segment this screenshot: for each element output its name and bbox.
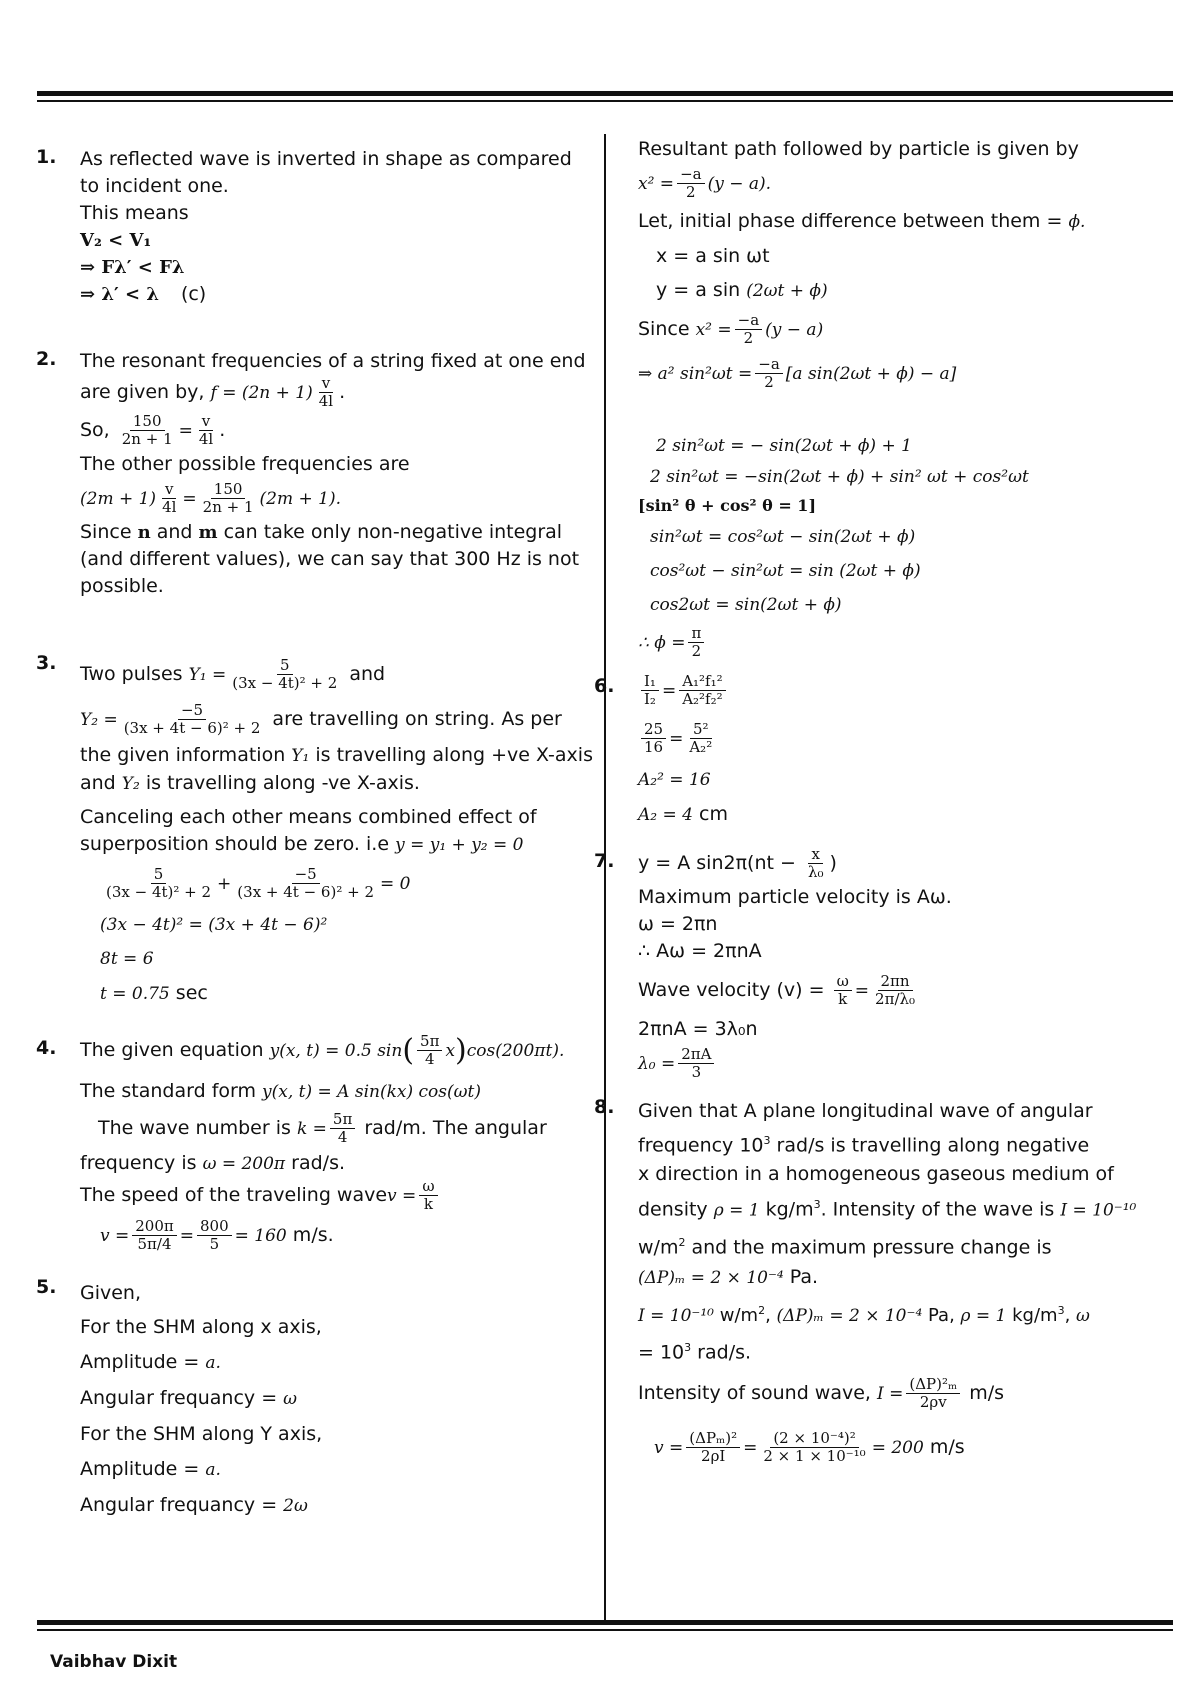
text-line: (and different values), we can say that 300 Hz is not <box>80 548 580 570</box>
equation-line <box>80 281 576 308</box>
question-8 <box>594 1096 1183 1474</box>
math: I = 10⁻¹⁰ <box>638 1305 715 1326</box>
numerator: v <box>162 481 176 499</box>
text: and <box>150 521 199 543</box>
left-column <box>36 140 593 1524</box>
text-line: possible. <box>80 575 164 597</box>
math: = <box>182 489 197 509</box>
denominator: 4l <box>162 498 177 516</box>
math: (y − a). <box>707 174 772 194</box>
text: frequency 10 <box>638 1134 764 1157</box>
denominator: 4l <box>198 430 214 448</box>
denominator: λ₀ <box>807 863 824 881</box>
text-line <box>638 1293 1183 1334</box>
fraction <box>159 481 179 516</box>
text-line <box>80 519 576 546</box>
denominator: 16 <box>644 738 664 756</box>
math: f = (2n + 1) <box>210 383 313 403</box>
text-line <box>80 1025 576 1076</box>
text-line: Given, <box>80 1282 142 1304</box>
question-3 <box>36 652 593 1011</box>
text-line <box>80 770 576 798</box>
text: cm <box>692 803 728 825</box>
text: The speed of the traveling wave <box>80 1184 388 1206</box>
text-line <box>638 1188 1183 1227</box>
fraction <box>417 1033 442 1068</box>
text: Angular frequancy = <box>80 1387 284 1409</box>
numerator: x <box>808 846 822 864</box>
superscript: 2 <box>758 1303 766 1317</box>
math: t = 0.75 <box>100 984 170 1004</box>
math: ρ = 1 <box>713 1200 760 1221</box>
question-6 <box>594 667 1183 832</box>
text: are given by, <box>80 381 211 403</box>
math: ∴ ϕ = <box>638 633 686 653</box>
denominator: (3x − 4t)² + 2 <box>232 674 338 692</box>
math: = 200 <box>871 1438 924 1459</box>
math: I = 10⁻¹⁰ <box>1060 1200 1137 1221</box>
equation-line <box>638 842 1183 884</box>
numerator: v <box>319 375 333 393</box>
text-line: are given by, f = (2n + 1) $\frac{v}{4l}$ . <box>80 374 346 410</box>
denominator: I₂ <box>644 690 656 708</box>
text-line <box>80 697 576 742</box>
equation-line <box>638 308 1183 351</box>
math: = <box>661 681 677 701</box>
text: ) <box>829 852 837 874</box>
text-line: Given that A plane longitudinal wave of angular <box>638 1100 1093 1122</box>
question-5-continued <box>638 136 1183 663</box>
text: = 10 <box>638 1341 685 1364</box>
denominator: k <box>423 1195 433 1213</box>
math: ϕ. <box>1068 212 1086 232</box>
math: [a sin(2ωt + ϕ) − a] <box>785 364 957 384</box>
text: is travelling along -ve X-axis. <box>139 772 420 794</box>
numerator: 150 <box>211 481 246 499</box>
text-line <box>80 1150 576 1178</box>
bottom-border-thick <box>37 1620 1173 1625</box>
equation-line <box>638 1421 1183 1474</box>
text-line <box>80 1107 576 1150</box>
equation-line <box>638 667 1183 714</box>
denominator: 4 <box>337 1128 348 1146</box>
question-4 <box>36 1025 576 1258</box>
denominator: 2 <box>686 183 696 201</box>
fraction <box>686 721 715 756</box>
denominator: A₂² <box>689 738 713 756</box>
text: w/m <box>638 1235 679 1258</box>
numerator: 2πA <box>678 1046 714 1064</box>
denominator: 2n + 1 <box>202 498 254 516</box>
math: v = <box>654 1438 684 1459</box>
text: rad/s. <box>691 1341 752 1364</box>
denominator: 4l <box>318 392 334 410</box>
numerator: −a <box>735 312 763 330</box>
fraction <box>196 413 216 448</box>
math: y(x, t) = 0.5 sin <box>269 1041 403 1061</box>
text: and the maximum pressure change is <box>685 1235 1052 1258</box>
denominator: 2π/λ₀ <box>875 990 916 1008</box>
fraction <box>677 166 705 201</box>
math: = <box>743 1438 758 1459</box>
question-number: 6. <box>594 675 615 697</box>
denominator: 2ρI <box>701 1447 726 1466</box>
text-line <box>80 1452 576 1488</box>
answer: (c) <box>180 283 207 305</box>
math: = <box>178 421 193 441</box>
fraction <box>686 1430 740 1465</box>
text-line <box>80 1178 576 1213</box>
fraction <box>316 375 336 410</box>
math: = <box>669 729 684 749</box>
math: Y₂ <box>121 774 140 794</box>
superscript: 3 <box>1057 1303 1065 1317</box>
text-line <box>80 1076 576 1107</box>
question-number: 1. <box>36 146 57 168</box>
question-number: 2. <box>36 348 57 370</box>
text: can take only non-negative integral <box>217 521 563 543</box>
math: = 0 <box>380 874 411 894</box>
text: Pa, <box>922 1304 961 1326</box>
numerator: (ΔPₘ)² <box>686 1430 740 1448</box>
denominator: A₂²f₂² <box>682 690 723 708</box>
text-line <box>80 1345 576 1381</box>
text-line <box>638 204 1183 239</box>
text: and <box>80 772 122 794</box>
text: The given equation <box>80 1039 270 1061</box>
denominator: 4 <box>424 1050 435 1068</box>
equation-line <box>638 351 1183 396</box>
superscript: 3 <box>684 1340 692 1354</box>
text-line <box>80 831 576 859</box>
equation: cos²ωt − sin²ωt = sin (2ωt + ϕ) <box>650 561 921 581</box>
text: w/m <box>714 1304 759 1326</box>
math: k = <box>296 1119 327 1139</box>
text: Amplitude = <box>80 1351 206 1373</box>
denominator: 2 <box>764 373 774 391</box>
text: Pa. <box>783 1265 819 1288</box>
equation-line <box>80 976 576 1011</box>
math: x² = <box>638 174 675 194</box>
text-line: ω = 2πn <box>638 913 718 935</box>
numerator: (ΔP)²ₘ <box>906 1376 960 1394</box>
numerator: I₁ <box>641 673 659 691</box>
text: Amplitude = <box>80 1458 206 1480</box>
text-line <box>638 1334 1183 1366</box>
fraction <box>906 1376 960 1411</box>
math: A₂ = 4 <box>638 805 693 825</box>
math: Y₁ <box>291 746 310 766</box>
question-5 <box>36 1276 576 1524</box>
fraction <box>755 356 783 391</box>
numerator: v <box>199 413 213 431</box>
text-line: The other possible frequencies are <box>80 453 410 475</box>
paren: ( <box>402 1032 415 1068</box>
denominator: k <box>838 990 848 1008</box>
math: n <box>137 522 151 543</box>
numerator: 5² <box>690 721 712 739</box>
numerator: 5 <box>151 866 167 884</box>
text: the given information <box>80 744 292 766</box>
text: Angular frequancy = <box>80 1494 284 1516</box>
question-number: 4. <box>36 1037 57 1059</box>
numerator: −a <box>755 356 783 374</box>
equation: V₂ < V₁ <box>80 230 152 251</box>
text: kg/m <box>1006 1304 1058 1326</box>
fraction <box>330 1111 355 1146</box>
fraction <box>234 866 377 901</box>
math: = 160 <box>234 1226 287 1246</box>
text-line <box>80 1488 576 1524</box>
superscript: 2 <box>678 1235 686 1249</box>
math: = <box>854 981 870 1001</box>
text-line: Maximum particle velocity is Aω. <box>638 886 952 908</box>
numerator: ω <box>419 1178 437 1196</box>
numerator: A₁²f₁² <box>679 673 725 691</box>
fraction <box>688 625 704 660</box>
question-number: 3. <box>36 652 57 674</box>
numerator: (2 × 10⁻⁴)² <box>770 1430 858 1448</box>
numerator: 5π <box>330 1111 355 1129</box>
text: rad/s is travelling along negative <box>770 1134 1090 1157</box>
math: (2ωt + ϕ) <box>746 281 828 301</box>
math: Y₁ = <box>188 665 227 685</box>
math: ⇒ a² sin²ωt = <box>638 364 753 384</box>
text-line: So, $\frac{150}{2n + 1}$ = $\frac{v}{4l}$ . <box>80 412 226 448</box>
text-line <box>638 1126 1183 1160</box>
equation-line <box>638 965 1183 1016</box>
math: a. <box>205 1353 221 1373</box>
text: superposition should be zero. i.e <box>80 833 396 855</box>
text: density <box>638 1198 714 1221</box>
text: rad/m. The angular <box>358 1117 547 1139</box>
equation: cos2ωt = sin(2ωt + ϕ) <box>650 595 842 615</box>
numerator: π <box>688 625 704 643</box>
denominator: 3 <box>691 1063 702 1081</box>
denominator: 2 <box>743 329 754 347</box>
denominator: 2 <box>691 642 702 660</box>
denominator: (3x + 4t − 6)² + 2 <box>237 883 374 901</box>
denominator: 2ρv <box>919 1393 947 1412</box>
equation: A₂² = 16 <box>638 770 711 790</box>
equation-line <box>638 163 1183 204</box>
text-line: Resultant path followed by particle is given by <box>638 138 1079 160</box>
math: v = <box>100 1226 130 1246</box>
numerator: −5 <box>292 866 320 884</box>
fraction <box>419 1178 437 1213</box>
math: (ΔP)ₘ = 2 × 10⁻⁴ <box>776 1305 923 1326</box>
math: ρ = 1 <box>960 1305 1007 1326</box>
top-border-thin <box>37 100 1173 102</box>
math: (2m + 1) <box>80 489 157 509</box>
numerator: 5 <box>277 657 293 675</box>
fraction <box>760 1430 868 1465</box>
fraction <box>229 657 340 692</box>
fraction <box>678 1046 714 1081</box>
equation-line <box>638 1043 1183 1084</box>
math: (2m + 1). <box>259 489 342 509</box>
text-line <box>638 1228 1183 1262</box>
text-line <box>80 1381 576 1417</box>
numerator: 2πn <box>878 973 913 991</box>
denominator: 2 × 1 × 10⁻¹⁰ <box>763 1447 866 1466</box>
bottom-border-thin <box>37 1629 1173 1631</box>
numerator: 200π <box>132 1218 177 1236</box>
question-7 <box>594 842 1183 1084</box>
right-column <box>594 136 1183 1474</box>
text: , <box>765 1304 777 1326</box>
math: cos(200πt). <box>466 1041 565 1061</box>
text: rad/s. <box>285 1152 346 1174</box>
text-line <box>638 273 1183 308</box>
question-number: 5. <box>36 1276 57 1298</box>
text: Intensity of sound wave, <box>638 1382 877 1405</box>
math: λ₀ = <box>638 1054 676 1074</box>
math: x <box>445 1041 456 1061</box>
superscript: 3 <box>763 1134 771 1147</box>
text-line: ∴ Aω = 2πnA <box>638 940 762 962</box>
denominator: (3x + 4t − 6)² + 2 <box>123 719 261 737</box>
fraction <box>805 846 827 881</box>
math: 2ω <box>283 1496 308 1516</box>
text: The standard form <box>80 1080 263 1102</box>
equation-line <box>638 622 1183 663</box>
text: , <box>1064 1304 1077 1326</box>
denominator: 5 <box>209 1235 220 1253</box>
math: ω <box>283 1389 298 1409</box>
fraction <box>679 673 725 708</box>
math: Y₂ = <box>80 710 118 730</box>
text-line: x direction in a homogeneous gaseous medium of <box>638 1163 1114 1186</box>
denominator: 2n + 1 <box>121 430 173 448</box>
text: Wave velocity (v) = <box>638 979 831 1001</box>
equation-line <box>80 859 576 908</box>
text-line: 2πnA = 3λ₀n <box>638 1018 758 1040</box>
math: y = y₁ + y₂ = 0 <box>395 835 524 855</box>
fraction <box>834 973 852 1008</box>
fraction <box>641 673 659 708</box>
paren: ) <box>455 1032 467 1068</box>
fraction <box>197 1218 232 1253</box>
text-line: For the SHM along x axis, <box>80 1316 322 1338</box>
text: frequency is <box>80 1152 203 1174</box>
fraction <box>132 1218 177 1253</box>
text-line <box>80 478 576 519</box>
denominator: (3x − 4t)² + 2 <box>106 883 212 901</box>
text: y = a sin <box>656 279 747 301</box>
fraction <box>872 973 918 1008</box>
text: m/s <box>923 1436 965 1459</box>
equation: 2 sin²ωt = −sin(2ωt + ϕ) + sin² ωt + cos²ωt <box>650 467 1029 487</box>
text-line <box>80 652 576 697</box>
text-line: As reflected wave is inverted in shape as compared <box>80 148 572 170</box>
numerator: −a <box>677 166 705 184</box>
text: So, <box>80 419 116 441</box>
text: y = A sin2π(nt − <box>638 852 802 874</box>
text: m/s. <box>286 1224 334 1246</box>
equation: 2 sin²ωt = − sin(2ωt + ϕ) + 1 <box>656 436 912 456</box>
math: a. <box>205 1460 221 1480</box>
text-line: x = a sin ωt <box>656 245 770 267</box>
text-line: The resonant frequencies of a string fixed at one end <box>80 350 586 372</box>
fraction <box>103 866 214 901</box>
numerator: 25 <box>641 721 666 739</box>
equation-line <box>638 714 1183 763</box>
top-border-thick <box>37 91 1173 96</box>
fraction <box>121 702 264 737</box>
equation: (3x − 4t)² = (3x + 4t − 6)² <box>100 915 328 935</box>
question-number: 8. <box>594 1096 615 1118</box>
text: The wave number is <box>98 1117 297 1139</box>
equation: [sin² θ + cos² θ = 1] <box>638 496 817 515</box>
text: Since <box>638 318 696 340</box>
math: ω <box>1076 1305 1090 1326</box>
question-number: 7. <box>594 850 615 872</box>
math: ω = 200π <box>202 1154 286 1174</box>
text: . Intensity of the wave is <box>820 1198 1061 1221</box>
text-line: For the SHM along Y axis, <box>80 1423 323 1445</box>
text: sec <box>169 982 208 1004</box>
equation: ⇒ λ′ < λ <box>80 284 159 305</box>
equation-line: v = $\frac{200\pi}{5\pi/4}$ = $\frac{800}{5}$ = 160 m/s. <box>100 1217 334 1253</box>
footer-author: Vaibhav Dixit <box>50 1652 178 1672</box>
text: kg/m <box>759 1198 814 1221</box>
question-2 <box>36 348 586 600</box>
math: y(x, t) = A sin(kx) cos(ωt) <box>262 1082 481 1102</box>
math: x² = <box>695 320 732 340</box>
text: is travelling along +ve X-axis <box>309 744 593 766</box>
numerator: 800 <box>197 1218 232 1236</box>
text-line <box>638 1262 1183 1293</box>
text-line <box>80 742 593 770</box>
math: v = <box>387 1186 417 1206</box>
fraction <box>641 721 666 756</box>
equation: sin²ωt = cos²ωt − sin(2ωt + ϕ) <box>650 527 916 547</box>
fraction <box>735 312 763 347</box>
numerator: ω <box>834 973 852 991</box>
text: m/s <box>963 1382 1005 1405</box>
math: + <box>217 874 232 894</box>
text: Let, initial phase difference between them = <box>638 210 1069 232</box>
equation: ⇒ Fλ′ < Fλ <box>80 257 185 278</box>
superscript: 3 <box>813 1198 821 1212</box>
equation-line <box>638 1366 1183 1421</box>
denominator: 5π/4 <box>137 1235 172 1253</box>
equation-line <box>638 797 1183 832</box>
fraction <box>119 413 176 448</box>
numerator: −5 <box>178 702 206 720</box>
equation: 8t = 6 <box>100 949 154 969</box>
numerator: 150 <box>130 413 165 431</box>
fraction <box>200 481 257 516</box>
text-line: Canceling each other means combined effect of <box>80 806 537 828</box>
numerator: 5π <box>417 1033 442 1051</box>
text-line: to incident one. <box>80 175 229 197</box>
math: I = <box>877 1384 904 1405</box>
text-line: This means <box>80 202 189 224</box>
text: Since <box>80 521 138 543</box>
question-1 <box>36 146 576 308</box>
text: and <box>343 663 386 685</box>
math: (y − a) <box>765 320 824 340</box>
math: m <box>198 522 218 543</box>
text: Two pulses <box>80 663 189 685</box>
text: are travelling on string. As per <box>266 708 562 730</box>
math: (ΔP)ₘ = 2 × 10⁻⁴ <box>638 1267 784 1288</box>
spacer <box>638 396 1183 430</box>
